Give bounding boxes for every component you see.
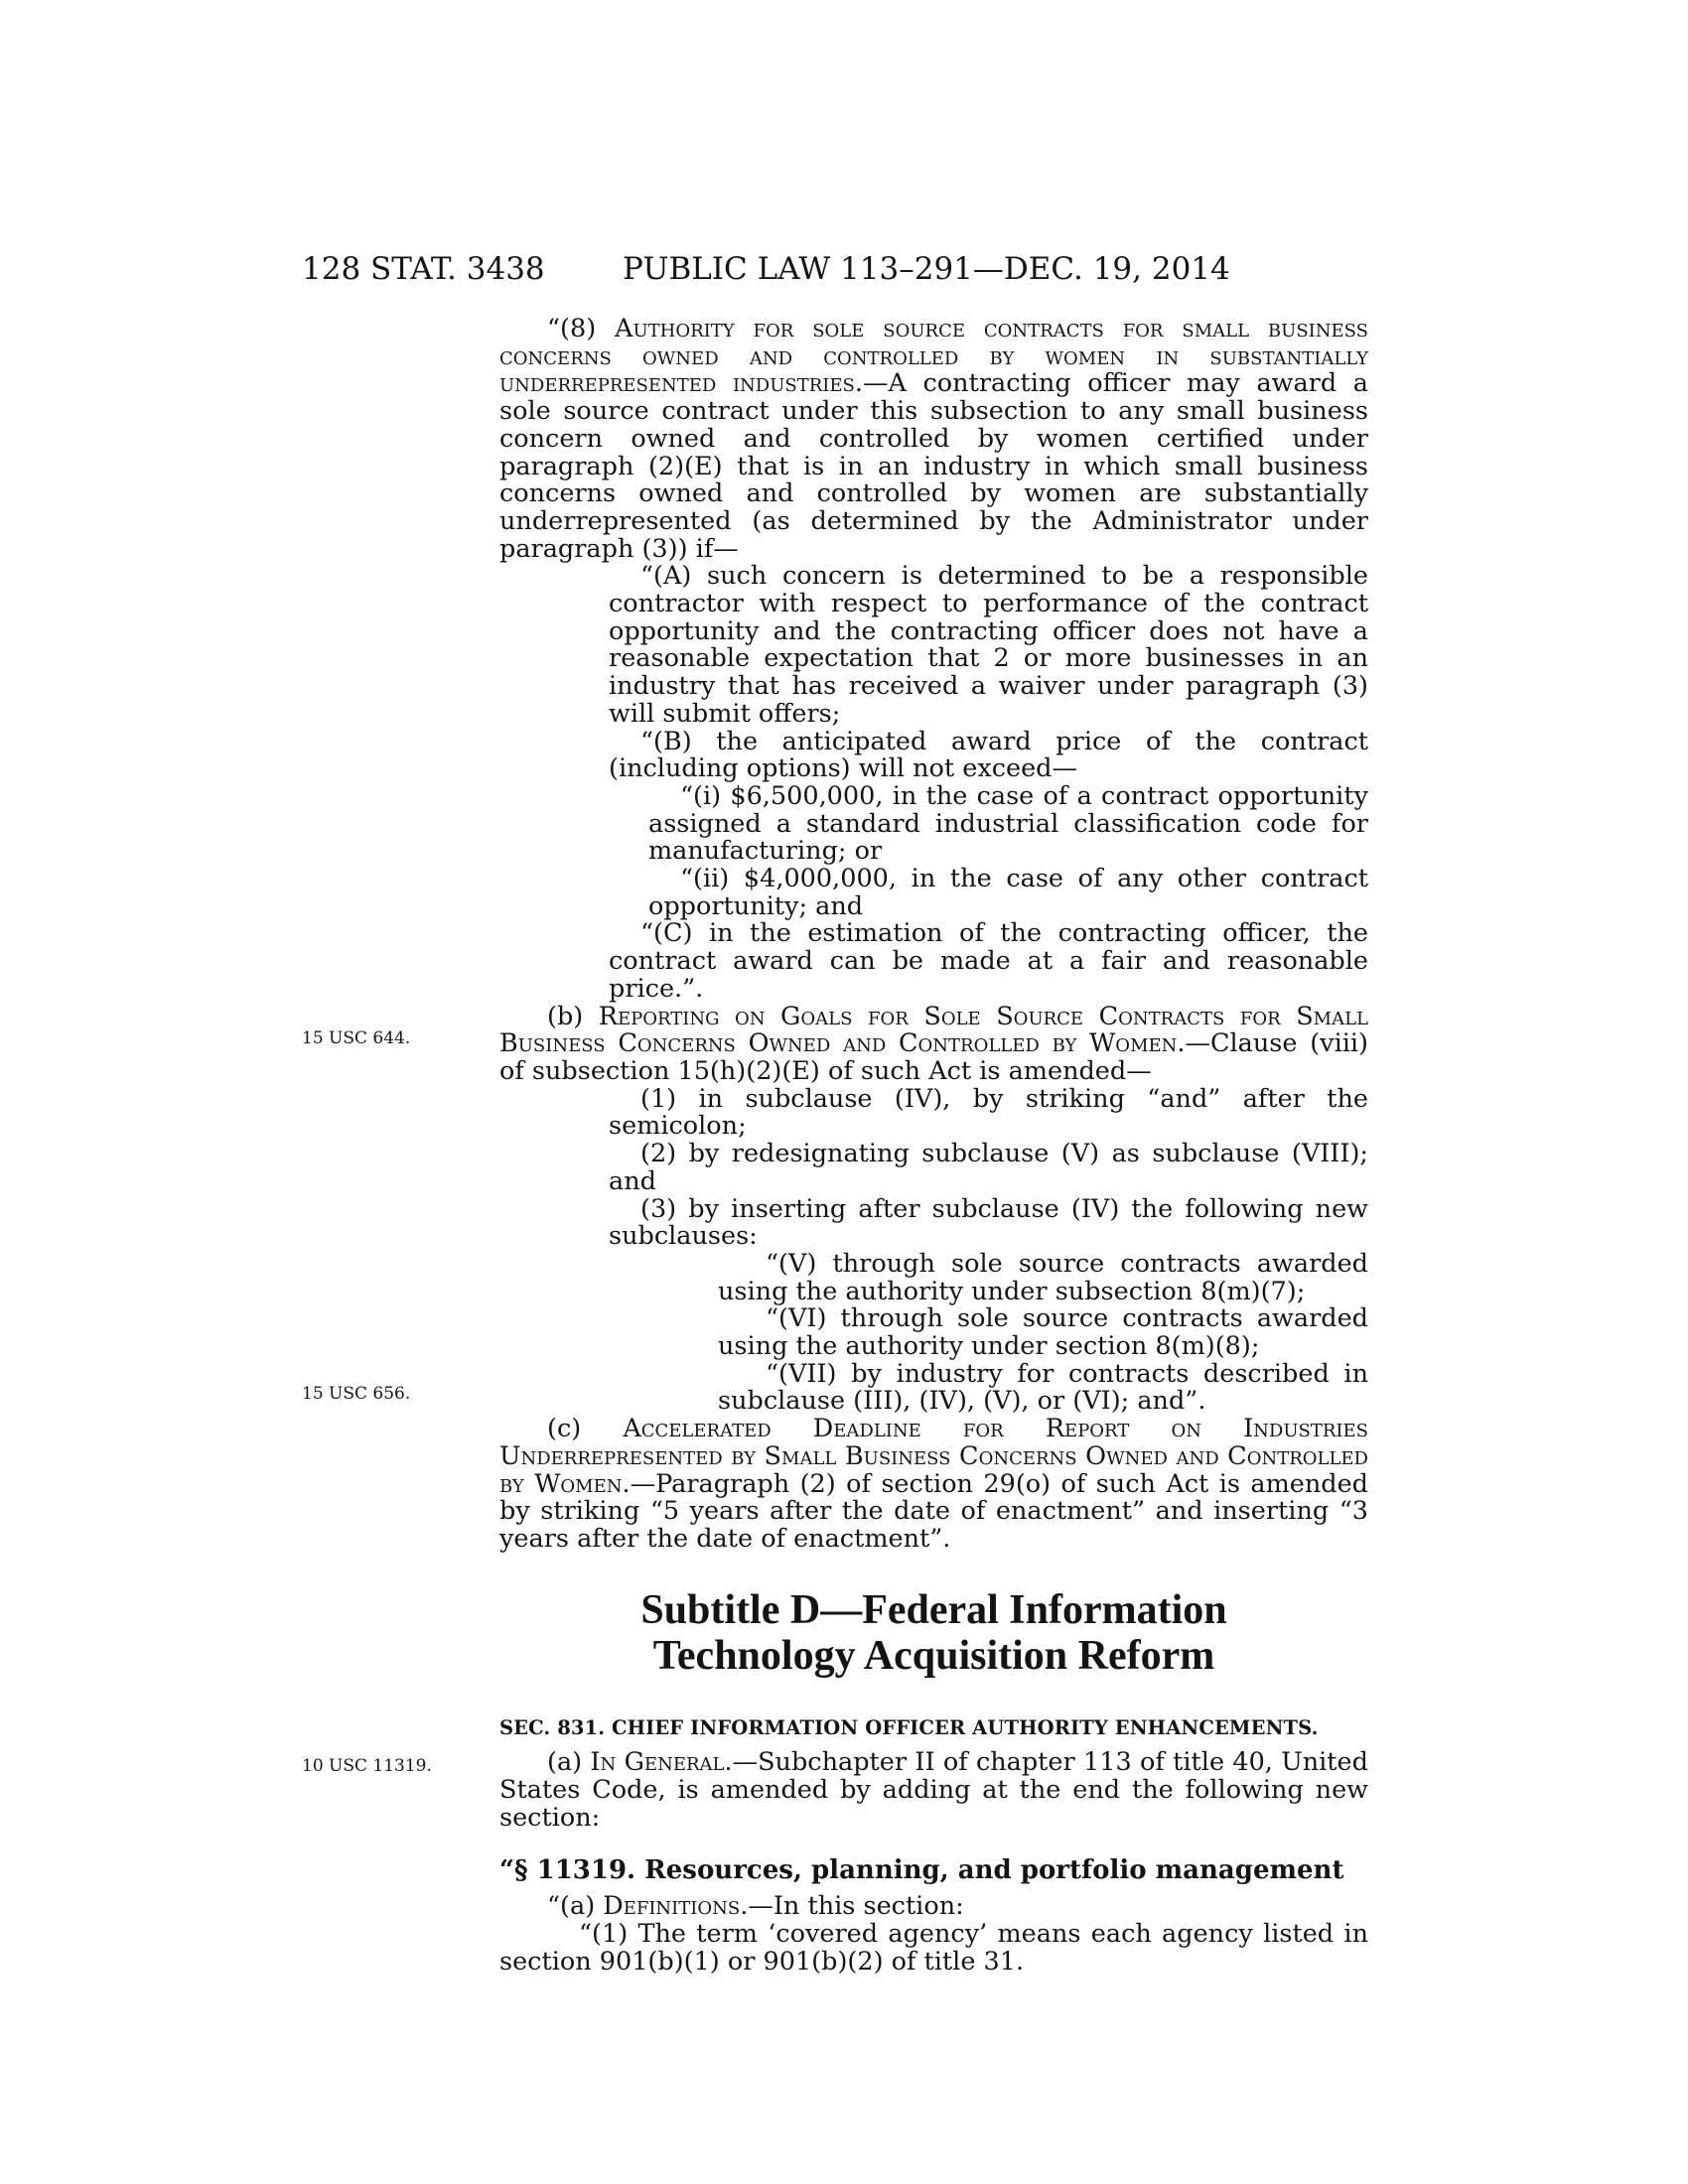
margin-note-15-usc-656: 15 USC 656.: [302, 1384, 411, 1404]
subparagraph-c: “(C) in the estimation of the contracting officer, the contract award can be made at a fair and reasonable price.”.: [609, 918, 1368, 1004]
margin-note-15-usc-644: 15 USC 644.: [302, 1028, 411, 1048]
subtitle-heading: Subtitle D—Federal Information Technology Acquisition Reform: [640, 1586, 1227, 1679]
clause-ii: “(ii) $4,000,000, in the case of any other contract opportunity; and: [648, 864, 1368, 921]
section-831-heading: SEC. 831. CHIEF INFORMATION OFFICER AUTHORITY ENHANCEMENTS.: [499, 1715, 1319, 1739]
section-11319-heading: “§ 11319. Resources, planning, and portfolio management: [499, 1855, 1344, 1886]
subsection-b-heading: Reporting on Goals for Sole Source Contracts for Small Business Concerns Owned and Controlled by Women.: [499, 1001, 1368, 1059]
in-general-heading: In General.: [590, 1747, 733, 1778]
amendment-3: (3) by inserting after subclause (IV) the following new subclauses:: [609, 1193, 1368, 1252]
amendment-2: (2) by redesignating subclause (V) as subclause (VIII); and: [609, 1139, 1368, 1196]
document-body: [499, 316, 1368, 1976]
clause-i: “(i) $6,500,000, in the case of a contract opportunity assigned a standard industrial classification code for manufacturing; or: [648, 780, 1368, 867]
subsection-c-heading: Accelerated Deadline for Report on Industries Underrepresented by Small Business Concerns Owned and Controlled by Women.: [499, 1414, 1368, 1499]
section-831-subsection-a: (a) In General.—Subchapter II of chapter 113 of title 40, United States Code, is amended by adding at the end the following new section:: [499, 1747, 1368, 1833]
page-citation: 128 STAT. 3438: [302, 251, 545, 287]
definition-1: “(1) The term ‘covered agency’ means each agency listed in section 901(b)(1) or 901(b)(2) of title 31.: [499, 1918, 1368, 1977]
paragraph-8: “(8) Authority for sole source contracts for small business concerns owned and controlled by women in substantially underrepresented industries.—A contracting officer may award a sole source contract under this subsection to any small business concern owned and controlled by women certified under paragraph (2)(E) that is in an industry in which small business concerns owned and controlled by women are substantially underrepresented (as determined by the Administrator under paragraph (3)) if—: [499, 314, 1369, 564]
subclause-vii: “(VII) by industry for contracts described in subclause (III), (IV), (V), or (VI); and”.: [718, 1358, 1368, 1417]
running-title: PUBLIC LAW 113–291—DEC. 19, 2014: [623, 251, 1230, 287]
subparagraph-b: “(B) the anticipated award price of the contract (including options) will not exceed—: [609, 726, 1368, 784]
definitions-heading: Definitions.: [603, 1891, 749, 1922]
amendment-1: (1) in subclause (IV), by striking “and” after the semicolon;: [609, 1083, 1368, 1142]
subsection-b: (b) Reporting on Goals for Sole Source Contracts for Small Business Concerns Owned and Controlled by Women.—Clause (viii) of subsection 15(h)(2)(E) of such Act is amended—: [499, 1001, 1368, 1086]
margin-note-10-usc-11319: 10 USC 11319.: [302, 1756, 432, 1776]
paragraph-8-heading: “(8) Authority for sole source contracts for small business concerns owned and controlled by women in substantially underrepresented industries.: [499, 314, 1368, 399]
subclause-v: “(V) through sole source contracts awarded using the authority under subsection 8(m)(7);: [718, 1248, 1368, 1306]
definitions-subsection: “(a) Definitions.—In this section:: [547, 1891, 964, 1922]
subclause-vi: “(VI) through sole source contracts awarded using the authority under section 8(m)(8);: [718, 1303, 1368, 1362]
subparagraph-a: “(A) such concern is determined to be a responsible contractor with respect to performance of the contract opportunity and the contracting officer does not have a reasonable expectation that 2 or more businesses in an industry that has received a waiver under paragraph (3) will submit offers;: [609, 561, 1368, 729]
subsection-c: (c) Accelerated Deadline for Report on Industries Underrepresented by Small Business Concerns Owned and Controlled by Women.—Paragraph (2) of section 29(o) of such Act is amended by striking “5 years after the date of enactment” and inserting “3 years after the date of enactment”.: [499, 1414, 1368, 1554]
